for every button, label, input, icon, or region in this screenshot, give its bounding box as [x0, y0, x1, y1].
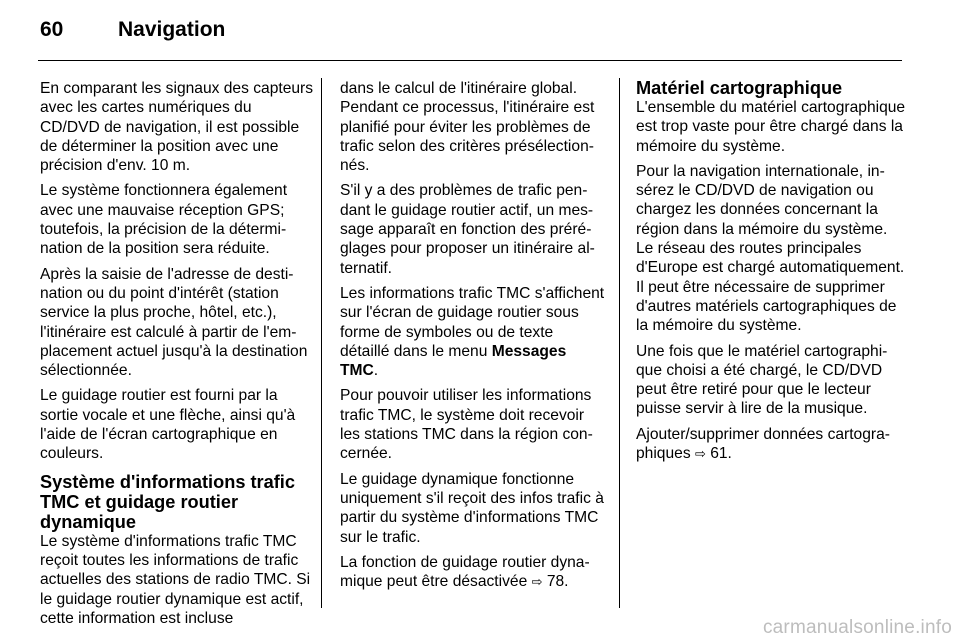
menu-reference-messages-tmc: Messages TMC	[340, 342, 567, 380]
column-divider	[619, 78, 620, 608]
paragraph	[636, 425, 906, 465]
watermark: carmanualsonline.info	[762, 617, 952, 638]
paragraph: L'ensemble du matériel cartographique est trop vaste pour être chargé dans la mémoire du système.	[636, 99, 906, 155]
column-1	[40, 79, 314, 634]
paragraph: Le guidage routier est fourni par la sortie vocale et une flèche, ainsi qu'à l'aide de l'écran cartographique en couleurs.	[40, 387, 296, 463]
paragraph: Le guidage dynamique fonctionne uniquement s'il reçoit des infos trafic à partir du système d'informations TMC sur le trafic.	[340, 470, 604, 546]
paragraph	[340, 553, 606, 593]
page-reference-arrow-icon: ⇨	[531, 575, 543, 591]
page-header	[0, 0, 960, 62]
page-reference-arrow-icon: ⇨	[694, 447, 706, 463]
column-divider	[321, 78, 322, 608]
column-2	[340, 79, 606, 598]
page-reference[interactable]: 78.	[542, 573, 569, 591]
paragraph-text: .	[373, 362, 379, 380]
paragraph: Le système fonctionnera également avec une mauvaise réception GPS; toutefois, la précision de la détermination de la position sera réduite.	[40, 182, 288, 258]
paragraph: Après la saisie de l'adresse de destination ou du point d'intérêt (station service la plus proche, hôtel, etc.), l'itinéraire est calculé à partir de l'emplacement actuel jusqu'à la destination sélectionnée.	[40, 265, 308, 380]
paragraph: Pour pouvoir utiliser les informations trafic TMC, le système doit recevoir les stations TMC dans la région concernée.	[340, 387, 593, 463]
paragraph: Pour la navigation internationale, insérez le CD/DVD de navigation ou chargez les données concernant la région dans la mémoire du système. Le réseau des routes principales d'Europe est chargé automatiquement. Il peut être nécessaire de supprimer d'autres matériels cartographiques de la mémoire du système.	[636, 162, 905, 335]
section-heading-map-material: Matériel cartographique	[636, 78, 843, 98]
paragraph-text: Ajouter/supprimer données cartographiques	[636, 425, 890, 463]
paragraph: Une fois que le matériel cartographique choisi a été chargé, le CD/DVD peut être retiré pour que le lecteur puisse servir à lire de la musique.	[636, 342, 888, 418]
paragraph-text: Les informations trafic TMC s'affichent sur l'écran de guidage routier sous forme de symboles ou de texte détaillé dans le menu	[340, 284, 605, 360]
paragraph-text: La fonction de guidage routier dynamique peut être désactivée	[340, 553, 590, 591]
paragraph: En comparant les signaux des capteurs avec les cartes numériques du CD/DVD de navigation, il est possible de déterminer la position avec une précision d'env. 10 m.	[40, 80, 314, 175]
header-rule	[38, 60, 902, 61]
page-number: 60	[40, 18, 64, 41]
section-heading-tmc: Système d'informations trafic TMC et guidage routier dynamique	[40, 471, 295, 532]
paragraph: Le système d'informations trafic TMC reçoit toutes les informations de trafic actuelles des stations de radio TMC. Si le guidage routier dynamique est actif, cette information est incluse	[40, 532, 311, 627]
paragraph	[340, 284, 606, 380]
paragraph: dans le calcul de l'itinéraire global. Pendant ce processus, l'itinéraire est planifié pour éviter les problèmes de trafic selon des critères présélectionnés.	[340, 80, 595, 175]
page-reference[interactable]: 61.	[705, 445, 732, 463]
page-title: Navigation	[118, 18, 226, 41]
column-3	[636, 79, 906, 470]
paragraph: S'il y a des problèmes de trafic pendant le guidage routier actif, un message apparaît en fonction des préréglages pour proposer un itinéraire alternatif.	[340, 182, 595, 277]
